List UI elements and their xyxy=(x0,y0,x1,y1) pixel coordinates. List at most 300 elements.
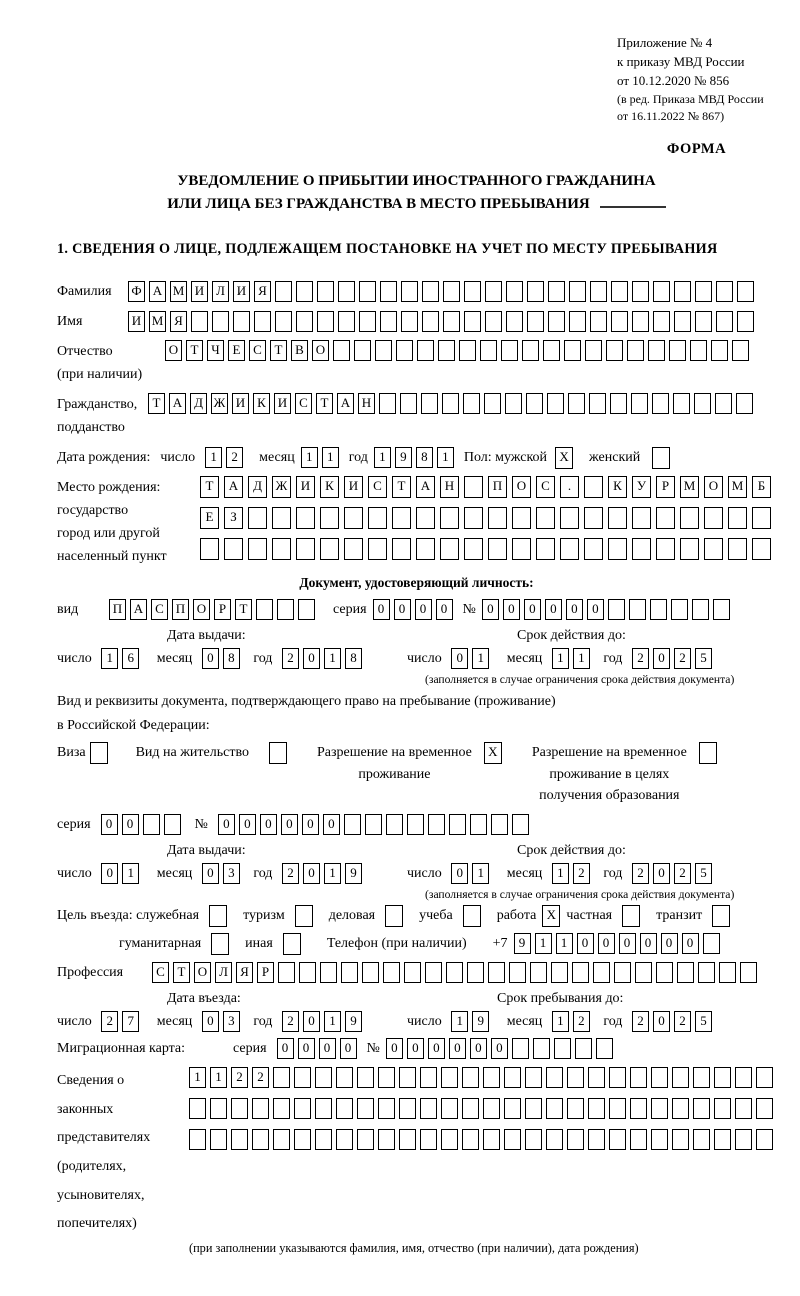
char-cell[interactable] xyxy=(656,507,675,529)
char-cell[interactable]: К xyxy=(320,476,339,498)
char-cell[interactable] xyxy=(428,814,445,835)
char-cell[interactable] xyxy=(677,962,694,983)
char-cell[interactable]: 1 xyxy=(573,648,590,669)
char-cell[interactable] xyxy=(656,538,675,560)
char-cell[interactable]: 0 xyxy=(319,1038,336,1059)
char-cell[interactable] xyxy=(417,340,434,361)
char-cell[interactable]: 2 xyxy=(282,1011,299,1032)
char-cell[interactable]: И xyxy=(296,476,315,498)
char-cell[interactable] xyxy=(273,1067,290,1088)
rvp-edu-checkbox[interactable] xyxy=(699,742,717,764)
char-cell[interactable] xyxy=(610,393,627,414)
char-cell[interactable] xyxy=(362,962,379,983)
char-cell[interactable]: А xyxy=(416,476,435,498)
char-cell[interactable] xyxy=(464,281,481,302)
char-cell[interactable] xyxy=(278,962,295,983)
char-cell[interactable] xyxy=(341,962,358,983)
char-cell[interactable]: И xyxy=(128,311,145,332)
rvp-checkbox[interactable] xyxy=(484,742,502,764)
char-cell[interactable]: Д xyxy=(190,393,207,414)
char-cell[interactable] xyxy=(459,340,476,361)
char-cell[interactable] xyxy=(635,962,652,983)
char-cell[interactable]: 0 xyxy=(218,814,235,835)
char-cell[interactable] xyxy=(611,281,628,302)
char-cell[interactable] xyxy=(438,340,455,361)
char-cell[interactable] xyxy=(756,1067,773,1088)
char-cell[interactable]: В xyxy=(291,340,308,361)
checkbox-cell[interactable] xyxy=(652,447,670,469)
char-cell[interactable]: 1 xyxy=(205,447,222,468)
char-cell[interactable] xyxy=(716,311,733,332)
char-cell[interactable] xyxy=(527,311,544,332)
char-cell[interactable] xyxy=(505,393,522,414)
char-cell[interactable]: 1 xyxy=(122,863,139,884)
char-cell[interactable]: 2 xyxy=(632,1011,649,1032)
char-cell[interactable] xyxy=(368,538,387,560)
char-cell[interactable] xyxy=(567,1067,584,1088)
char-cell[interactable] xyxy=(231,1098,248,1119)
checkbox-cell[interactable] xyxy=(699,742,717,764)
char-cell[interactable]: Е xyxy=(200,507,219,529)
char-cell[interactable]: 2 xyxy=(674,863,691,884)
char-cell[interactable] xyxy=(526,393,543,414)
char-cell[interactable] xyxy=(632,311,649,332)
char-cell[interactable] xyxy=(735,1098,752,1119)
char-cell[interactable] xyxy=(275,281,292,302)
checkbox-cell[interactable] xyxy=(211,933,229,955)
char-cell[interactable]: 0 xyxy=(302,814,319,835)
char-cell[interactable] xyxy=(512,1038,529,1059)
until-day-cells[interactable] xyxy=(451,1011,493,1032)
char-cell[interactable]: П xyxy=(488,476,507,498)
checkbox-cell[interactable] xyxy=(712,905,730,927)
char-cell[interactable] xyxy=(656,962,673,983)
char-cell[interactable] xyxy=(299,962,316,983)
char-cell[interactable] xyxy=(485,281,502,302)
char-cell[interactable]: 1 xyxy=(324,648,341,669)
char-cell[interactable] xyxy=(164,814,181,835)
char-cell[interactable] xyxy=(694,393,711,414)
id-valid-day-cells[interactable] xyxy=(451,648,493,669)
legal-reps-cells-2[interactable] xyxy=(189,1098,777,1119)
char-cell[interactable]: 1 xyxy=(556,933,573,954)
sex-male-checkbox[interactable] xyxy=(555,447,573,469)
char-cell[interactable]: 0 xyxy=(415,599,432,620)
char-cell[interactable] xyxy=(588,1129,605,1150)
char-cell[interactable] xyxy=(740,962,757,983)
stay-issue-month-cells[interactable] xyxy=(202,863,244,884)
char-cell[interactable]: Т xyxy=(270,340,287,361)
char-cell[interactable] xyxy=(653,311,670,332)
char-cell[interactable] xyxy=(589,393,606,414)
char-cell[interactable] xyxy=(488,538,507,560)
checkbox-cell[interactable] xyxy=(283,933,301,955)
char-cell[interactable]: 2 xyxy=(282,648,299,669)
char-cell[interactable] xyxy=(692,599,709,620)
legal-reps-cells-1[interactable] xyxy=(189,1067,777,1088)
char-cell[interactable] xyxy=(512,538,531,560)
char-cell[interactable]: Т xyxy=(200,476,219,498)
char-cell[interactable]: 0 xyxy=(303,648,320,669)
char-cell[interactable]: 0 xyxy=(373,599,390,620)
char-cell[interactable] xyxy=(273,1129,290,1150)
char-cell[interactable] xyxy=(464,507,483,529)
char-cell[interactable]: П xyxy=(172,599,189,620)
char-cell[interactable]: 0 xyxy=(239,814,256,835)
char-cell[interactable] xyxy=(608,599,625,620)
patronymic-cells[interactable] xyxy=(165,340,753,361)
char-cell[interactable] xyxy=(560,507,579,529)
char-cell[interactable] xyxy=(272,507,291,529)
official-checkbox[interactable] xyxy=(209,905,227,927)
char-cell[interactable]: Л xyxy=(212,281,229,302)
char-cell[interactable] xyxy=(588,1098,605,1119)
char-cell[interactable] xyxy=(440,507,459,529)
char-cell[interactable]: М xyxy=(170,281,187,302)
char-cell[interactable]: 1 xyxy=(472,648,489,669)
char-cell[interactable] xyxy=(383,962,400,983)
char-cell[interactable]: О xyxy=(193,599,210,620)
char-cell[interactable]: 1 xyxy=(552,1011,569,1032)
char-cell[interactable]: О xyxy=(312,340,329,361)
id-number-cells[interactable] xyxy=(482,599,734,620)
char-cell[interactable] xyxy=(422,311,439,332)
char-cell[interactable] xyxy=(584,507,603,529)
char-cell[interactable] xyxy=(378,1129,395,1150)
char-cell[interactable] xyxy=(728,538,747,560)
char-cell[interactable] xyxy=(652,393,669,414)
char-cell[interactable]: Т xyxy=(392,476,411,498)
char-cell[interactable]: 2 xyxy=(226,447,243,468)
char-cell[interactable] xyxy=(320,538,339,560)
stay-series-cells[interactable] xyxy=(101,814,185,835)
char-cell[interactable]: 0 xyxy=(451,863,468,884)
char-cell[interactable] xyxy=(467,962,484,983)
char-cell[interactable] xyxy=(315,1129,332,1150)
char-cell[interactable]: 8 xyxy=(223,648,240,669)
char-cell[interactable] xyxy=(191,311,208,332)
char-cell[interactable] xyxy=(483,1098,500,1119)
char-cell[interactable] xyxy=(672,1067,689,1088)
char-cell[interactable] xyxy=(252,1098,269,1119)
char-cell[interactable]: 1 xyxy=(324,863,341,884)
until-month-cells[interactable] xyxy=(552,1011,594,1032)
char-cell[interactable]: 6 xyxy=(122,648,139,669)
char-cell[interactable]: С xyxy=(536,476,555,498)
char-cell[interactable] xyxy=(443,311,460,332)
char-cell[interactable] xyxy=(386,814,403,835)
char-cell[interactable] xyxy=(392,507,411,529)
char-cell[interactable] xyxy=(296,281,313,302)
char-cell[interactable] xyxy=(462,1129,479,1150)
char-cell[interactable]: Б xyxy=(752,476,771,498)
char-cell[interactable] xyxy=(336,1067,353,1088)
char-cell[interactable] xyxy=(485,311,502,332)
checkbox-cell[interactable] xyxy=(463,905,481,927)
char-cell[interactable] xyxy=(357,1098,374,1119)
char-cell[interactable] xyxy=(608,538,627,560)
char-cell[interactable] xyxy=(606,340,623,361)
char-cell[interactable] xyxy=(651,1098,668,1119)
char-cell[interactable] xyxy=(401,311,418,332)
entry-day-cells[interactable] xyxy=(101,1011,143,1032)
char-cell[interactable] xyxy=(536,507,555,529)
char-cell[interactable]: Ч xyxy=(207,340,224,361)
char-cell[interactable] xyxy=(590,281,607,302)
char-cell[interactable]: Я xyxy=(254,281,271,302)
char-cell[interactable] xyxy=(317,311,334,332)
char-cell[interactable] xyxy=(719,962,736,983)
char-cell[interactable]: 0 xyxy=(451,648,468,669)
char-cell[interactable]: 2 xyxy=(282,863,299,884)
char-cell[interactable] xyxy=(752,538,771,560)
char-cell[interactable]: Т xyxy=(148,393,165,414)
char-cell[interactable] xyxy=(446,962,463,983)
char-cell[interactable] xyxy=(463,393,480,414)
checkbox-cell[interactable] xyxy=(90,742,108,764)
char-cell[interactable]: 0 xyxy=(640,933,657,954)
char-cell[interactable] xyxy=(631,393,648,414)
surname-cells[interactable] xyxy=(128,281,758,302)
char-cell[interactable] xyxy=(441,1067,458,1088)
char-cell[interactable]: 0 xyxy=(653,1011,670,1032)
char-cell[interactable] xyxy=(368,507,387,529)
char-cell[interactable]: 9 xyxy=(345,863,362,884)
char-cell[interactable] xyxy=(483,1067,500,1088)
char-cell[interactable]: 0 xyxy=(653,648,670,669)
char-cell[interactable]: Д xyxy=(248,476,267,498)
char-cell[interactable] xyxy=(273,1098,290,1119)
char-cell[interactable] xyxy=(365,814,382,835)
char-cell[interactable] xyxy=(420,1098,437,1119)
char-cell[interactable] xyxy=(548,311,565,332)
char-cell[interactable] xyxy=(713,599,730,620)
char-cell[interactable] xyxy=(399,1098,416,1119)
char-cell[interactable] xyxy=(401,281,418,302)
char-cell[interactable]: О xyxy=(704,476,723,498)
char-cell[interactable] xyxy=(357,1129,374,1150)
char-cell[interactable] xyxy=(338,311,355,332)
char-cell[interactable]: 1 xyxy=(552,648,569,669)
char-cell[interactable] xyxy=(344,814,361,835)
char-cell[interactable] xyxy=(416,538,435,560)
char-cell[interactable]: Ж xyxy=(272,476,291,498)
checkbox-cell[interactable]: X xyxy=(484,742,502,764)
char-cell[interactable]: С xyxy=(152,962,169,983)
char-cell[interactable] xyxy=(714,1098,731,1119)
checkbox-cell[interactable] xyxy=(209,905,227,927)
checkbox-cell[interactable] xyxy=(385,905,403,927)
char-cell[interactable]: А xyxy=(130,599,147,620)
char-cell[interactable] xyxy=(651,1067,668,1088)
char-cell[interactable] xyxy=(315,1098,332,1119)
birth-day-cells[interactable] xyxy=(205,447,247,468)
char-cell[interactable]: 0 xyxy=(682,933,699,954)
char-cell[interactable] xyxy=(572,962,589,983)
char-cell[interactable]: 2 xyxy=(674,648,691,669)
char-cell[interactable]: 0 xyxy=(394,599,411,620)
birth-place-cells-2[interactable] xyxy=(200,507,776,529)
char-cell[interactable] xyxy=(669,340,686,361)
char-cell[interactable]: О xyxy=(194,962,211,983)
char-cell[interactable] xyxy=(735,1067,752,1088)
char-cell[interactable]: М xyxy=(728,476,747,498)
char-cell[interactable]: С xyxy=(295,393,312,414)
char-cell[interactable] xyxy=(256,599,273,620)
char-cell[interactable]: 8 xyxy=(345,648,362,669)
char-cell[interactable] xyxy=(651,1129,668,1150)
char-cell[interactable]: 7 xyxy=(122,1011,139,1032)
char-cell[interactable]: 2 xyxy=(632,863,649,884)
char-cell[interactable] xyxy=(392,538,411,560)
birth-place-cells-3[interactable] xyxy=(200,538,776,560)
char-cell[interactable]: 0 xyxy=(386,1038,403,1059)
char-cell[interactable] xyxy=(344,538,363,560)
char-cell[interactable] xyxy=(504,1129,521,1150)
char-cell[interactable]: 0 xyxy=(566,599,583,620)
char-cell[interactable] xyxy=(359,311,376,332)
char-cell[interactable] xyxy=(509,962,526,983)
char-cell[interactable]: 2 xyxy=(573,863,590,884)
char-cell[interactable] xyxy=(344,507,363,529)
char-cell[interactable] xyxy=(756,1129,773,1150)
char-cell[interactable] xyxy=(252,1129,269,1150)
char-cell[interactable]: И xyxy=(232,393,249,414)
char-cell[interactable] xyxy=(630,1098,647,1119)
char-cell[interactable]: Т xyxy=(316,393,333,414)
char-cell[interactable] xyxy=(449,814,466,835)
char-cell[interactable]: 1 xyxy=(374,447,391,468)
char-cell[interactable]: К xyxy=(608,476,627,498)
char-cell[interactable] xyxy=(690,340,707,361)
char-cell[interactable] xyxy=(716,281,733,302)
char-cell[interactable] xyxy=(527,281,544,302)
char-cell[interactable]: 0 xyxy=(340,1038,357,1059)
char-cell[interactable] xyxy=(546,1098,563,1119)
char-cell[interactable]: 1 xyxy=(301,447,318,468)
char-cell[interactable]: 0 xyxy=(202,648,219,669)
char-cell[interactable]: К xyxy=(253,393,270,414)
char-cell[interactable] xyxy=(441,1129,458,1150)
char-cell[interactable] xyxy=(554,1038,571,1059)
char-cell[interactable]: 0 xyxy=(587,599,604,620)
char-cell[interactable] xyxy=(484,393,501,414)
char-cell[interactable]: 3 xyxy=(223,1011,240,1032)
char-cell[interactable] xyxy=(632,281,649,302)
char-cell[interactable] xyxy=(653,281,670,302)
char-cell[interactable] xyxy=(400,393,417,414)
char-cell[interactable] xyxy=(512,814,529,835)
char-cell[interactable]: 0 xyxy=(303,863,320,884)
char-cell[interactable] xyxy=(632,538,651,560)
char-cell[interactable] xyxy=(407,814,424,835)
char-cell[interactable] xyxy=(504,1067,521,1088)
char-cell[interactable] xyxy=(693,1067,710,1088)
char-cell[interactable]: 0 xyxy=(101,863,118,884)
char-cell[interactable] xyxy=(569,311,586,332)
char-cell[interactable] xyxy=(317,281,334,302)
char-cell[interactable] xyxy=(462,1067,479,1088)
checkbox-cell[interactable] xyxy=(295,905,313,927)
char-cell[interactable]: Я xyxy=(236,962,253,983)
char-cell[interactable] xyxy=(294,1067,311,1088)
char-cell[interactable] xyxy=(543,340,560,361)
char-cell[interactable] xyxy=(501,340,518,361)
stay-valid-month-cells[interactable] xyxy=(552,863,594,884)
char-cell[interactable]: С xyxy=(151,599,168,620)
char-cell[interactable]: 9 xyxy=(345,1011,362,1032)
mc-number-cells[interactable] xyxy=(386,1038,617,1059)
char-cell[interactable] xyxy=(714,1067,731,1088)
char-cell[interactable] xyxy=(491,814,508,835)
char-cell[interactable] xyxy=(735,1129,752,1150)
char-cell[interactable] xyxy=(210,1129,227,1150)
birth-month-cells[interactable] xyxy=(301,447,343,468)
residence-permit-checkbox[interactable] xyxy=(269,742,287,764)
char-cell[interactable] xyxy=(630,1067,647,1088)
char-cell[interactable] xyxy=(464,538,483,560)
char-cell[interactable] xyxy=(567,1098,584,1119)
char-cell[interactable] xyxy=(272,538,291,560)
char-cell[interactable] xyxy=(704,507,723,529)
char-cell[interactable] xyxy=(569,281,586,302)
char-cell[interactable]: 0 xyxy=(503,599,520,620)
char-cell[interactable] xyxy=(614,962,631,983)
char-cell[interactable]: 0 xyxy=(298,1038,315,1059)
entry-year-cells[interactable] xyxy=(282,1011,366,1032)
char-cell[interactable] xyxy=(648,340,665,361)
char-cell[interactable] xyxy=(506,311,523,332)
char-cell[interactable] xyxy=(189,1098,206,1119)
id-valid-year-cells[interactable] xyxy=(632,648,716,669)
char-cell[interactable] xyxy=(673,393,690,414)
char-cell[interactable]: 1 xyxy=(437,447,454,468)
char-cell[interactable] xyxy=(693,1129,710,1150)
char-cell[interactable]: А xyxy=(224,476,243,498)
char-cell[interactable] xyxy=(294,1098,311,1119)
char-cell[interactable]: Л xyxy=(215,962,232,983)
char-cell[interactable] xyxy=(546,1067,563,1088)
char-cell[interactable] xyxy=(704,538,723,560)
char-cell[interactable]: 1 xyxy=(535,933,552,954)
char-cell[interactable] xyxy=(488,507,507,529)
char-cell[interactable] xyxy=(752,507,771,529)
char-cell[interactable] xyxy=(464,311,481,332)
char-cell[interactable] xyxy=(396,340,413,361)
char-cell[interactable] xyxy=(224,538,243,560)
char-cell[interactable] xyxy=(590,311,607,332)
char-cell[interactable] xyxy=(443,281,460,302)
char-cell[interactable] xyxy=(711,340,728,361)
work-checkbox[interactable] xyxy=(542,905,560,927)
transit-checkbox[interactable] xyxy=(712,905,730,927)
char-cell[interactable] xyxy=(671,599,688,620)
checkbox-cell[interactable]: X xyxy=(542,905,560,927)
char-cell[interactable]: 0 xyxy=(449,1038,466,1059)
char-cell[interactable]: 0 xyxy=(545,599,562,620)
char-cell[interactable] xyxy=(609,1067,626,1088)
business-checkbox[interactable] xyxy=(385,905,403,927)
char-cell[interactable] xyxy=(404,962,421,983)
char-cell[interactable] xyxy=(680,507,699,529)
char-cell[interactable] xyxy=(546,1129,563,1150)
char-cell[interactable]: Е xyxy=(228,340,245,361)
char-cell[interactable]: 2 xyxy=(231,1067,248,1088)
char-cell[interactable]: 0 xyxy=(323,814,340,835)
char-cell[interactable] xyxy=(525,1098,542,1119)
entry-month-cells[interactable] xyxy=(202,1011,244,1032)
char-cell[interactable]: 0 xyxy=(470,1038,487,1059)
